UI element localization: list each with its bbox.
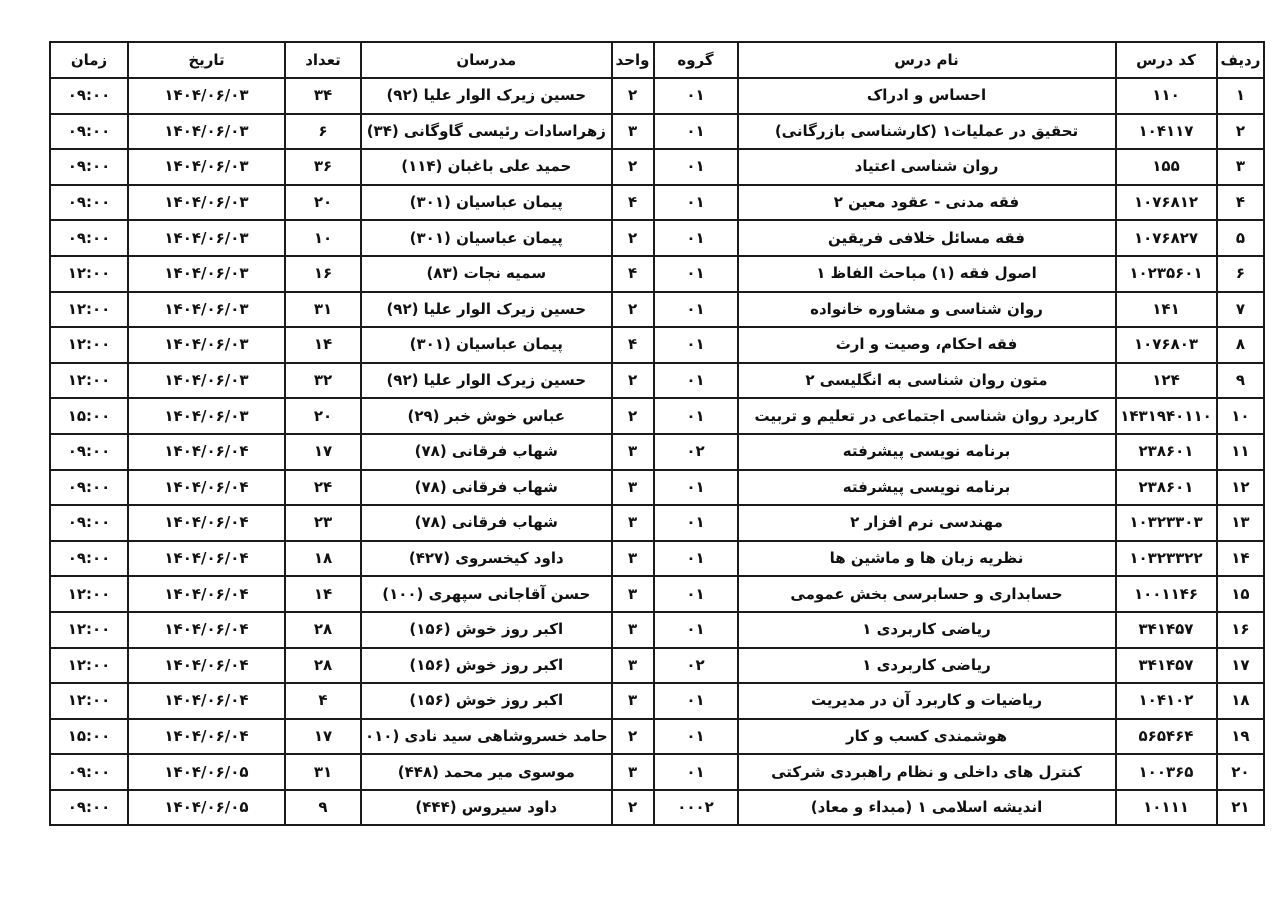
table-row [50,256,1264,292]
header-course-name: نام درس [738,42,1116,78]
table-header-row [50,42,1264,78]
cell-group: ۰۱ [654,612,738,648]
cell-row-number: ۱۳ [1217,505,1265,541]
cell-course-name: تحقیق در عملیات۱ (کارشناسی بازرگانی) [738,114,1116,150]
table-body [50,78,1264,825]
cell-teacher: حامد خسروشاهی سید نادی (۰۱۰ [361,719,612,755]
table-row [50,292,1264,328]
cell-group: ۰۱ [654,719,738,755]
cell-group: ۰۱ [654,505,738,541]
cell-time: ۱۲:۰۰ [50,683,128,719]
header-row-number: ردیف [1217,42,1265,78]
cell-count: ۱۴ [285,327,361,363]
cell-group: ۰۲ [654,434,738,470]
cell-unit: ۳ [612,612,654,648]
cell-unit: ۲ [612,363,654,399]
cell-time: ۰۹:۰۰ [50,149,128,185]
cell-group: ۰۱ [654,149,738,185]
cell-row-number: ۹ [1217,363,1265,399]
cell-count: ۳۲ [285,363,361,399]
exam-schedule-table [49,41,1265,826]
cell-teacher: شهاب فرقانی (۷۸) [361,505,612,541]
cell-teacher: حسین زیرک الوار علیا (۹۲) [361,363,612,399]
cell-teacher: پیمان عباسیان (۳۰۱) [361,220,612,256]
cell-date: ۱۴۰۴/۰۶/۰۵ [128,754,285,790]
cell-unit: ۳ [612,470,654,506]
cell-unit: ۲ [612,398,654,434]
cell-course-code: ۱۰۰۱۱۴۶ [1116,576,1217,612]
cell-count: ۶ [285,114,361,150]
cell-group: ۰۱ [654,683,738,719]
cell-date: ۱۴۰۴/۰۶/۰۳ [128,78,285,114]
cell-unit: ۲ [612,78,654,114]
cell-unit: ۲ [612,719,654,755]
table-row [50,470,1264,506]
cell-unit: ۲ [612,149,654,185]
cell-date: ۱۴۰۴/۰۶/۰۴ [128,505,285,541]
cell-course-code: ۵۶۵۴۶۴ [1116,719,1217,755]
cell-row-number: ۵ [1217,220,1265,256]
cell-time: ۰۹:۰۰ [50,790,128,826]
cell-course-code: ۱۰۲۳۵۶۰۱ [1116,256,1217,292]
cell-unit: ۳ [612,754,654,790]
cell-count: ۱۰ [285,220,361,256]
cell-course-code: ۱۰۴۱۱۷ [1116,114,1217,150]
cell-course-code: ۱۱۰ [1116,78,1217,114]
cell-course-code: ۱۰۳۲۳۳۰۳ [1116,505,1217,541]
cell-course-name: متون روان شناسی به انگلیسی ۲ [738,363,1116,399]
cell-teacher: شهاب فرقانی (۷۸) [361,470,612,506]
cell-row-number: ۲ [1217,114,1265,150]
cell-teacher: حسن آقاجانی سپهری (۱۰۰) [361,576,612,612]
cell-teacher: حسین زیرک الوار علیا (۹۲) [361,78,612,114]
cell-course-name: ریاضی کاربردی ۱ [738,612,1116,648]
cell-course-name: برنامه نویسی پیشرفته [738,470,1116,506]
table-row [50,541,1264,577]
cell-teacher: حسین زیرک الوار علیا (۹۲) [361,292,612,328]
header-time: زمان [50,42,128,78]
exam-schedule-sheet [49,41,1265,826]
cell-time: ۱۲:۰۰ [50,363,128,399]
cell-time: ۱۵:۰۰ [50,719,128,755]
table-row [50,327,1264,363]
cell-teacher: داود سیروس (۴۴۴) [361,790,612,826]
cell-date: ۱۴۰۴/۰۶/۰۳ [128,327,285,363]
cell-time: ۱۲:۰۰ [50,292,128,328]
table-row [50,505,1264,541]
cell-row-number: ۱۶ [1217,612,1265,648]
cell-unit: ۲ [612,790,654,826]
cell-group: ۰۱ [654,185,738,221]
cell-date: ۱۴۰۴/۰۶/۰۴ [128,648,285,684]
cell-time: ۰۹:۰۰ [50,754,128,790]
cell-row-number: ۱۸ [1217,683,1265,719]
cell-group: ۰۱ [654,256,738,292]
cell-unit: ۳ [612,114,654,150]
cell-course-code: ۱۰۱۱۱ [1116,790,1217,826]
cell-row-number: ۳ [1217,149,1265,185]
cell-time: ۰۹:۰۰ [50,114,128,150]
cell-time: ۱۲:۰۰ [50,612,128,648]
cell-course-code: ۱۰۷۶۸۱۲ [1116,185,1217,221]
cell-count: ۳۱ [285,754,361,790]
cell-time: ۰۹:۰۰ [50,541,128,577]
cell-course-code: ۱۰۷۶۸۲۷ [1116,220,1217,256]
cell-date: ۱۴۰۴/۰۶/۰۴ [128,719,285,755]
cell-unit: ۳ [612,541,654,577]
cell-count: ۳۱ [285,292,361,328]
cell-time: ۰۹:۰۰ [50,78,128,114]
cell-date: ۱۴۰۴/۰۶/۰۳ [128,256,285,292]
cell-count: ۱۶ [285,256,361,292]
cell-course-code: ۱۴۳۱۹۴۰۱۱۰ [1116,398,1217,434]
cell-date: ۱۴۰۴/۰۶/۰۵ [128,790,285,826]
cell-date: ۱۴۰۴/۰۶/۰۳ [128,220,285,256]
cell-row-number: ۱۵ [1217,576,1265,612]
cell-course-code: ۱۰۳۲۳۳۲۲ [1116,541,1217,577]
cell-time: ۰۹:۰۰ [50,470,128,506]
cell-row-number: ۴ [1217,185,1265,221]
header-count: تعداد [285,42,361,78]
cell-row-number: ۱۷ [1217,648,1265,684]
cell-time: ۱۲:۰۰ [50,327,128,363]
cell-row-number: ۱۱ [1217,434,1265,470]
cell-group: ۰۲ [654,648,738,684]
table-row [50,683,1264,719]
cell-count: ۲۳ [285,505,361,541]
cell-time: ۰۹:۰۰ [50,220,128,256]
cell-course-code: ۱۲۴ [1116,363,1217,399]
cell-teacher: موسوی میر محمد (۴۴۸) [361,754,612,790]
header-teachers: مدرسان [361,42,612,78]
cell-course-code: ۱۰۷۶۸۰۳ [1116,327,1217,363]
table-row [50,576,1264,612]
table-row [50,398,1264,434]
cell-course-name: نظریه زبان ها و ماشین ها [738,541,1116,577]
cell-course-name: احساس و ادراک [738,78,1116,114]
cell-group: ۰۱ [654,541,738,577]
cell-unit: ۳ [612,505,654,541]
cell-course-code: ۱۴۱ [1116,292,1217,328]
table-row [50,149,1264,185]
cell-course-name: برنامه نویسی پیشرفته [738,434,1116,470]
cell-count: ۱۷ [285,434,361,470]
cell-unit: ۳ [612,648,654,684]
table-row [50,114,1264,150]
cell-row-number: ۲۱ [1217,790,1265,826]
cell-unit: ۴ [612,327,654,363]
table-row [50,719,1264,755]
header-group: گروه [654,42,738,78]
cell-group: ۰۰۰۲ [654,790,738,826]
cell-date: ۱۴۰۴/۰۶/۰۳ [128,185,285,221]
cell-course-name: حسابداری و حسابرسی بخش عمومی [738,576,1116,612]
cell-date: ۱۴۰۴/۰۶/۰۴ [128,470,285,506]
cell-row-number: ۱۲ [1217,470,1265,506]
cell-unit: ۲ [612,220,654,256]
cell-time: ۰۹:۰۰ [50,505,128,541]
cell-course-name: فقه مدنی - عقود معین ۲ [738,185,1116,221]
cell-course-name: روان شناسی و مشاوره خانواده [738,292,1116,328]
cell-count: ۲۰ [285,398,361,434]
cell-time: ۰۹:۰۰ [50,185,128,221]
cell-course-code: ۳۴۱۴۵۷ [1116,612,1217,648]
cell-unit: ۳ [612,434,654,470]
cell-count: ۱۷ [285,719,361,755]
cell-date: ۱۴۰۴/۰۶/۰۴ [128,541,285,577]
cell-teacher: پیمان عباسیان (۳۰۱) [361,185,612,221]
cell-teacher: اکبر روز خوش (۱۵۶) [361,683,612,719]
cell-count: ۲۰ [285,185,361,221]
cell-row-number: ۱ [1217,78,1265,114]
cell-course-name: اندیشه اسلامی ۱ (مبداء و معاد) [738,790,1116,826]
header-unit: واحد [612,42,654,78]
cell-unit: ۴ [612,185,654,221]
table-row [50,790,1264,826]
cell-unit: ۳ [612,576,654,612]
header-course-code: کد درس [1116,42,1217,78]
cell-date: ۱۴۰۴/۰۶/۰۳ [128,398,285,434]
cell-teacher: داود کیخسروی (۴۲۷) [361,541,612,577]
cell-time: ۱۲:۰۰ [50,576,128,612]
cell-teacher: عباس خوش خبر (۲۹) [361,398,612,434]
cell-course-name: ریاضی کاربردی ۱ [738,648,1116,684]
cell-course-name: اصول فقه (۱) مباحث الفاظ ۱ [738,256,1116,292]
cell-teacher: سمیه نجات (۸۳) [361,256,612,292]
cell-date: ۱۴۰۴/۰۶/۰۴ [128,576,285,612]
table-row [50,185,1264,221]
cell-group: ۰۱ [654,114,738,150]
cell-group: ۰۱ [654,576,738,612]
cell-row-number: ۱۹ [1217,719,1265,755]
cell-course-name: فقه احکام، وصیت و ارث [738,327,1116,363]
cell-date: ۱۴۰۴/۰۶/۰۳ [128,363,285,399]
cell-time: ۱۲:۰۰ [50,648,128,684]
cell-course-name: ریاضیات و کاربرد آن در مدیریت [738,683,1116,719]
table-row [50,434,1264,470]
cell-count: ۲۴ [285,470,361,506]
cell-count: ۴ [285,683,361,719]
cell-course-name: کنترل های داخلی و نظام راهبردی شرکتی [738,754,1116,790]
cell-group: ۰۱ [654,363,738,399]
cell-course-code: ۲۳۸۶۰۱ [1116,470,1217,506]
cell-date: ۱۴۰۴/۰۶/۰۴ [128,612,285,648]
table-row [50,648,1264,684]
cell-unit: ۳ [612,683,654,719]
cell-course-code: ۱۰۰۳۶۵ [1116,754,1217,790]
cell-teacher: شهاب فرقانی (۷۸) [361,434,612,470]
cell-course-name: روان شناسی اعتیاد [738,149,1116,185]
cell-count: ۲۸ [285,648,361,684]
cell-course-code: ۱۰۴۱۰۲ [1116,683,1217,719]
cell-date: ۱۴۰۴/۰۶/۰۴ [128,683,285,719]
cell-row-number: ۱۰ [1217,398,1265,434]
cell-row-number: ۷ [1217,292,1265,328]
cell-teacher: اکبر روز خوش (۱۵۶) [361,612,612,648]
cell-group: ۰۱ [654,292,738,328]
cell-row-number: ۶ [1217,256,1265,292]
table-row [50,754,1264,790]
cell-teacher: حمید علی باغبان (۱۱۴) [361,149,612,185]
cell-unit: ۴ [612,256,654,292]
cell-course-code: ۳۴۱۴۵۷ [1116,648,1217,684]
cell-time: ۱۲:۰۰ [50,256,128,292]
cell-course-name: فقه مسائل خلافی فریقین [738,220,1116,256]
cell-time: ۱۵:۰۰ [50,398,128,434]
header-date: تاریخ [128,42,285,78]
cell-count: ۲۸ [285,612,361,648]
table-row [50,78,1264,114]
cell-group: ۰۱ [654,327,738,363]
cell-teacher: اکبر روز خوش (۱۵۶) [361,648,612,684]
cell-count: ۳۶ [285,149,361,185]
cell-row-number: ۲۰ [1217,754,1265,790]
cell-row-number: ۸ [1217,327,1265,363]
cell-count: ۹ [285,790,361,826]
cell-course-code: ۲۳۸۶۰۱ [1116,434,1217,470]
cell-group: ۰۱ [654,754,738,790]
cell-teacher: زهراسادات رئیسی گاوگانی (۳۴) [361,114,612,150]
cell-count: ۱۸ [285,541,361,577]
cell-row-number: ۱۴ [1217,541,1265,577]
cell-time: ۰۹:۰۰ [50,434,128,470]
cell-teacher: پیمان عباسیان (۳۰۱) [361,327,612,363]
cell-date: ۱۴۰۴/۰۶/۰۳ [128,114,285,150]
table-row [50,220,1264,256]
cell-date: ۱۴۰۴/۰۶/۰۳ [128,292,285,328]
cell-course-name: مهندسی نرم افزار ۲ [738,505,1116,541]
table-row [50,612,1264,648]
cell-group: ۰۱ [654,78,738,114]
cell-date: ۱۴۰۴/۰۶/۰۳ [128,149,285,185]
cell-count: ۱۴ [285,576,361,612]
table-row [50,363,1264,399]
cell-course-code: ۱۵۵ [1116,149,1217,185]
cell-count: ۳۴ [285,78,361,114]
cell-course-name: هوشمندی کسب و کار [738,719,1116,755]
cell-group: ۰۱ [654,398,738,434]
cell-course-name: کاربرد روان شناسی اجتماعی در تعلیم و تربیت [738,398,1116,434]
cell-group: ۰۱ [654,220,738,256]
cell-group: ۰۱ [654,470,738,506]
cell-date: ۱۴۰۴/۰۶/۰۴ [128,434,285,470]
cell-unit: ۲ [612,292,654,328]
